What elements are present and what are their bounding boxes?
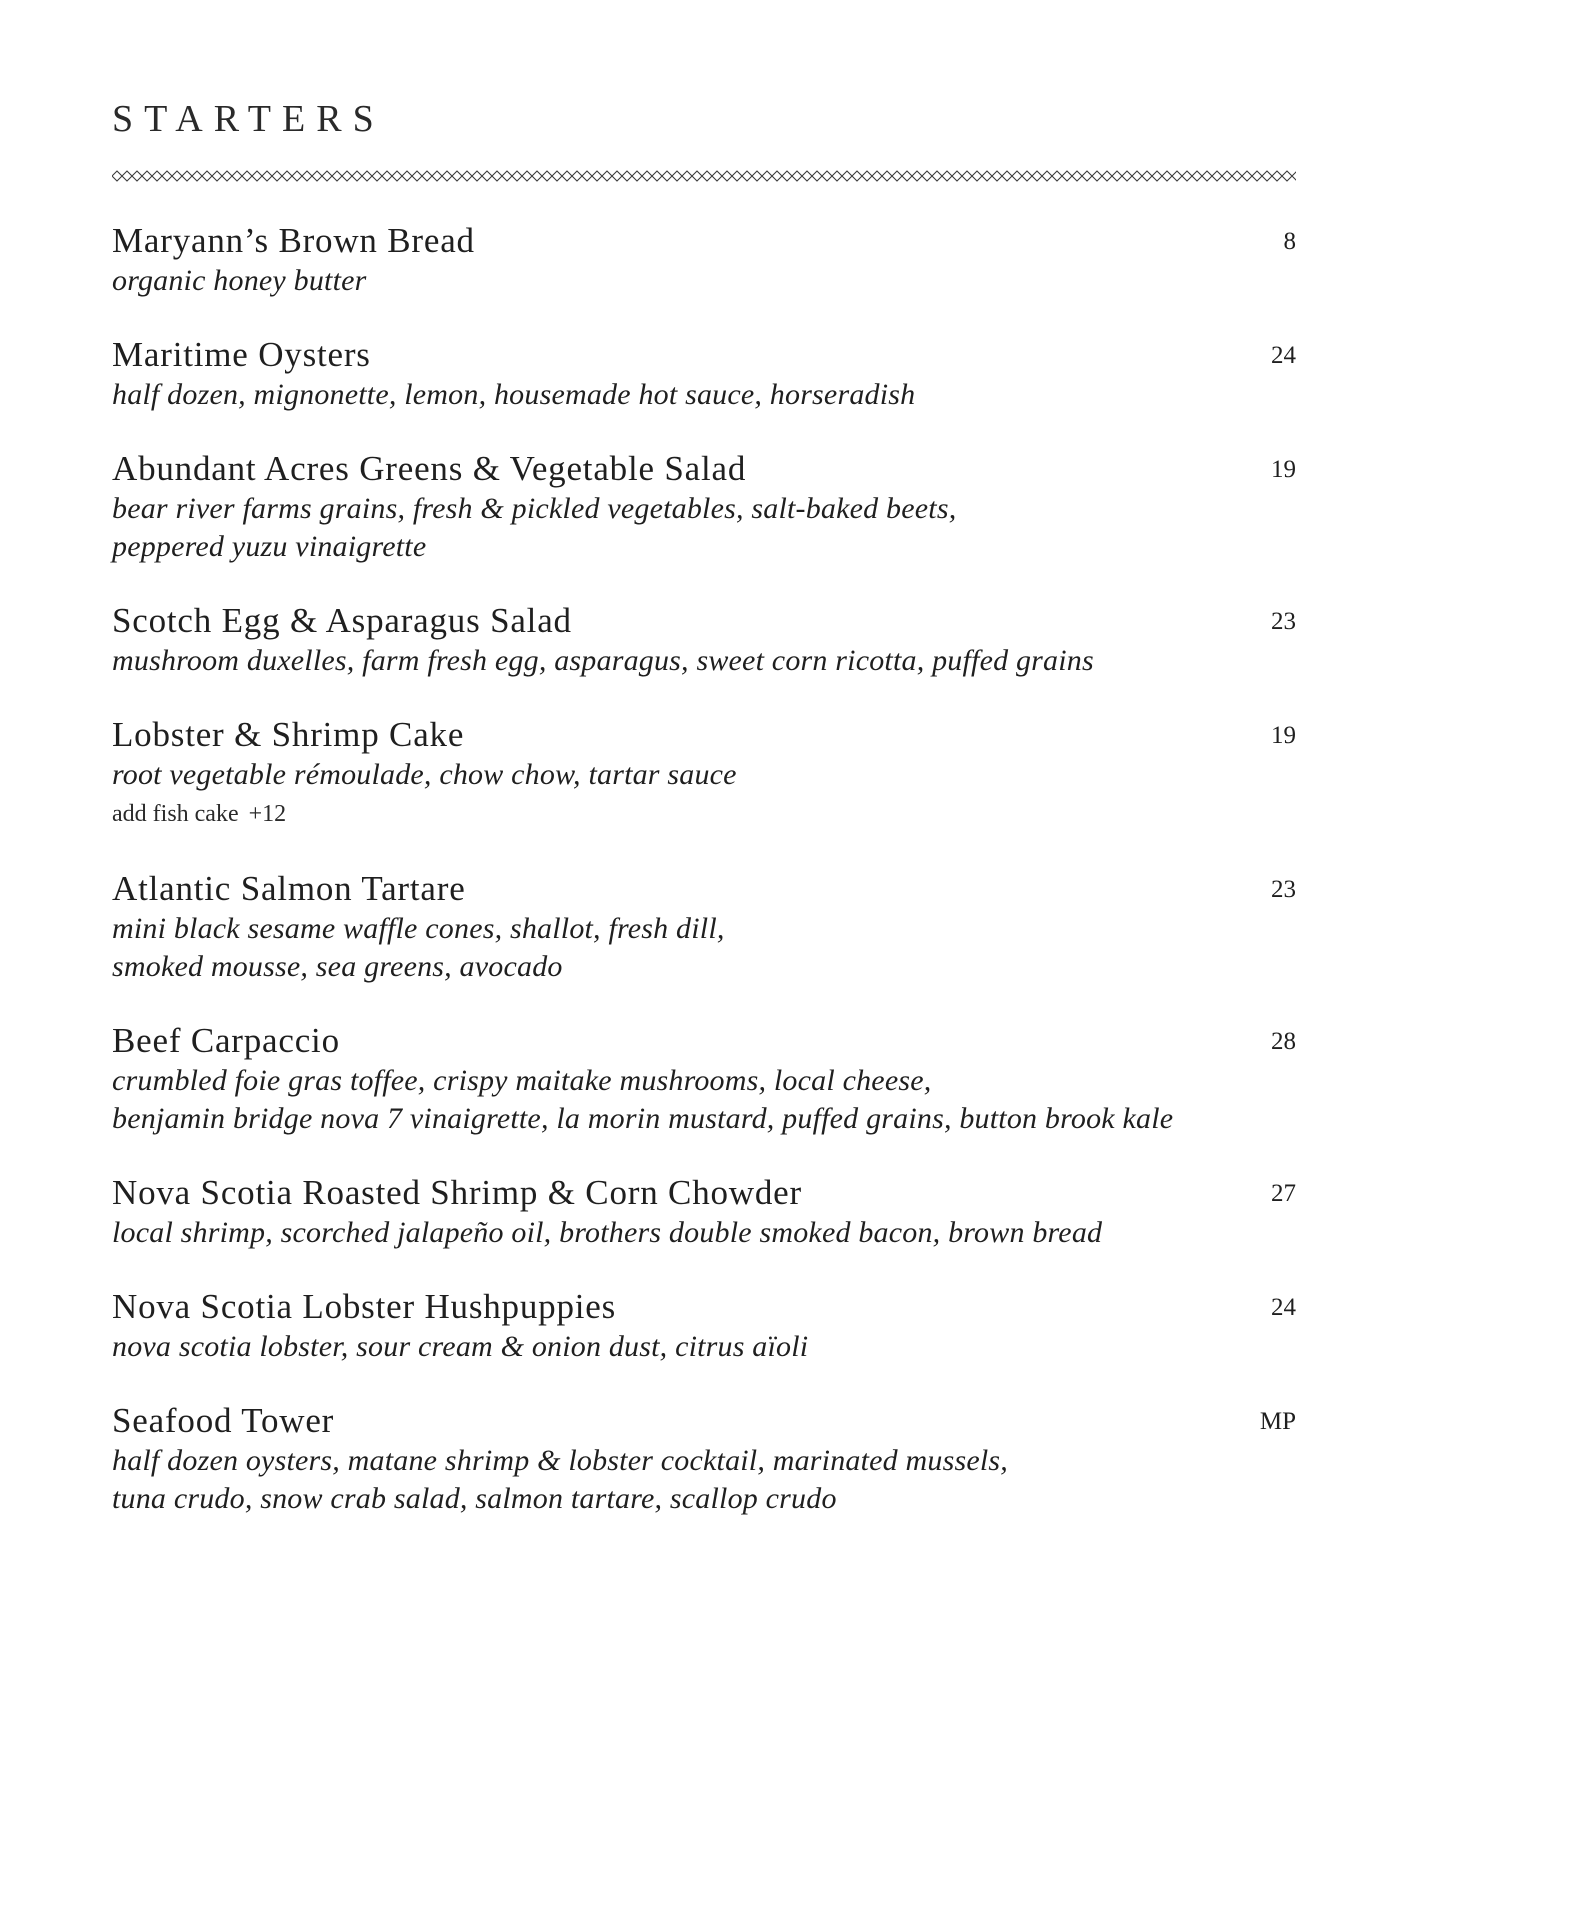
menu-item xyxy=(112,334,1296,414)
menu-items-list xyxy=(112,220,1296,1552)
menu-item-addon xyxy=(112,794,1296,834)
menu-item-description-line: smoked mousse, sea greens, avocado xyxy=(112,950,563,983)
menu-item-header xyxy=(112,714,1296,756)
menu-item xyxy=(112,1400,1296,1518)
menu-item-description xyxy=(112,1214,1296,1252)
menu-item-price: 28 xyxy=(1271,1028,1296,1055)
menu-item-description-line: nova scotia lobster, sour cream & onion dust, citrus aïoli xyxy=(112,1330,809,1363)
menu-item-name: Seafood Tower xyxy=(112,1401,335,1440)
menu-item-price: 19 xyxy=(1271,722,1296,749)
menu-item-name: Nova Scotia Lobster Hushpuppies xyxy=(112,1287,617,1326)
menu-item-name: Maritime Oysters xyxy=(112,335,371,374)
section-title: STARTERS xyxy=(112,98,385,140)
menu-item-description xyxy=(112,1442,1296,1518)
menu-item-header xyxy=(112,600,1296,642)
menu-item-description xyxy=(112,490,1296,566)
menu-item-price: MP xyxy=(1259,1408,1296,1435)
menu-item-description-line: crumbled foie gras toffee, crispy maitake mushrooms, local cheese, xyxy=(112,1064,932,1097)
menu-item-description xyxy=(112,262,1296,300)
menu-item-price: 19 xyxy=(1271,456,1296,483)
menu-item xyxy=(112,1286,1296,1366)
diamond-divider xyxy=(112,167,1296,185)
menu-item xyxy=(112,220,1296,300)
menu-item xyxy=(112,714,1296,834)
menu-item-description xyxy=(112,1328,1296,1366)
menu-item-header xyxy=(112,1020,1296,1062)
menu-item-description xyxy=(112,756,1296,794)
menu-item-header xyxy=(112,220,1296,262)
menu-item xyxy=(112,448,1296,566)
menu-item-description xyxy=(112,642,1296,680)
menu-item-description-line: organic honey butter xyxy=(112,264,367,297)
menu-item-description-line: root vegetable rémoulade, chow chow, tartar sauce xyxy=(112,758,737,791)
addon-price: +12 xyxy=(248,801,287,827)
menu-item-header xyxy=(112,448,1296,490)
menu-item xyxy=(112,600,1296,680)
menu-item-description-line: mini black sesame waffle cones, shallot, fresh dill, xyxy=(112,912,725,945)
menu-item xyxy=(112,1020,1296,1138)
menu-item-description xyxy=(112,1062,1296,1138)
menu-item-name: Abundant Acres Greens & Vegetable Salad xyxy=(112,449,747,488)
menu-item-header xyxy=(112,1286,1296,1328)
menu-item-name: Beef Carpaccio xyxy=(112,1021,340,1060)
menu-item-description-line: half dozen oysters, matane shrimp & lobster cocktail, marinated mussels, xyxy=(112,1444,1009,1477)
menu-item-price: 23 xyxy=(1271,876,1296,903)
addon-label: add fish cake xyxy=(112,801,239,827)
menu-item-description-line: benjamin bridge nova 7 vinaigrette, la morin mustard, puffed grains, button brook kale xyxy=(112,1102,1174,1135)
menu-item-description-line: half dozen, mignonette, lemon, housemade hot sauce, horseradish xyxy=(112,378,916,411)
menu-item-description xyxy=(112,376,1296,414)
menu-item xyxy=(112,868,1296,986)
menu-item-description-line: bear river farms grains, fresh & pickled vegetables, salt-baked beets, xyxy=(112,492,957,525)
menu-item-header xyxy=(112,1400,1296,1442)
menu-item-price: 23 xyxy=(1271,608,1296,635)
menu-item-price: 24 xyxy=(1271,342,1296,369)
menu-item-name: Nova Scotia Roasted Shrimp & Corn Chowder xyxy=(112,1173,802,1212)
menu-item-header xyxy=(112,334,1296,376)
menu-item-description xyxy=(112,910,1296,986)
menu-item-description-line: mushroom duxelles, farm fresh egg, asparagus, sweet corn ricotta, puffed grains xyxy=(112,644,1094,677)
menu-item-description-line: tuna crudo, snow crab salad, salmon tartare, scallop crudo xyxy=(112,1482,837,1515)
menu-item-name: Atlantic Salmon Tartare xyxy=(112,869,466,908)
menu-item xyxy=(112,1172,1296,1252)
menu-item-price: 24 xyxy=(1271,1294,1296,1321)
menu-item-name: Maryann’s Brown Bread xyxy=(112,221,475,260)
menu-item-header xyxy=(112,868,1296,910)
menu-item-description-line: local shrimp, scorched jalapeño oil, brothers double smoked bacon, brown bread xyxy=(112,1216,1103,1249)
menu-item-price: 27 xyxy=(1271,1180,1296,1207)
menu-item-name: Lobster & Shrimp Cake xyxy=(112,715,465,754)
menu-item-description-line: peppered yuzu vinaigrette xyxy=(112,530,427,563)
menu-item-name: Scotch Egg & Asparagus Salad xyxy=(112,601,572,640)
menu-item-header xyxy=(112,1172,1296,1214)
menu-item-price: 8 xyxy=(1283,228,1296,255)
